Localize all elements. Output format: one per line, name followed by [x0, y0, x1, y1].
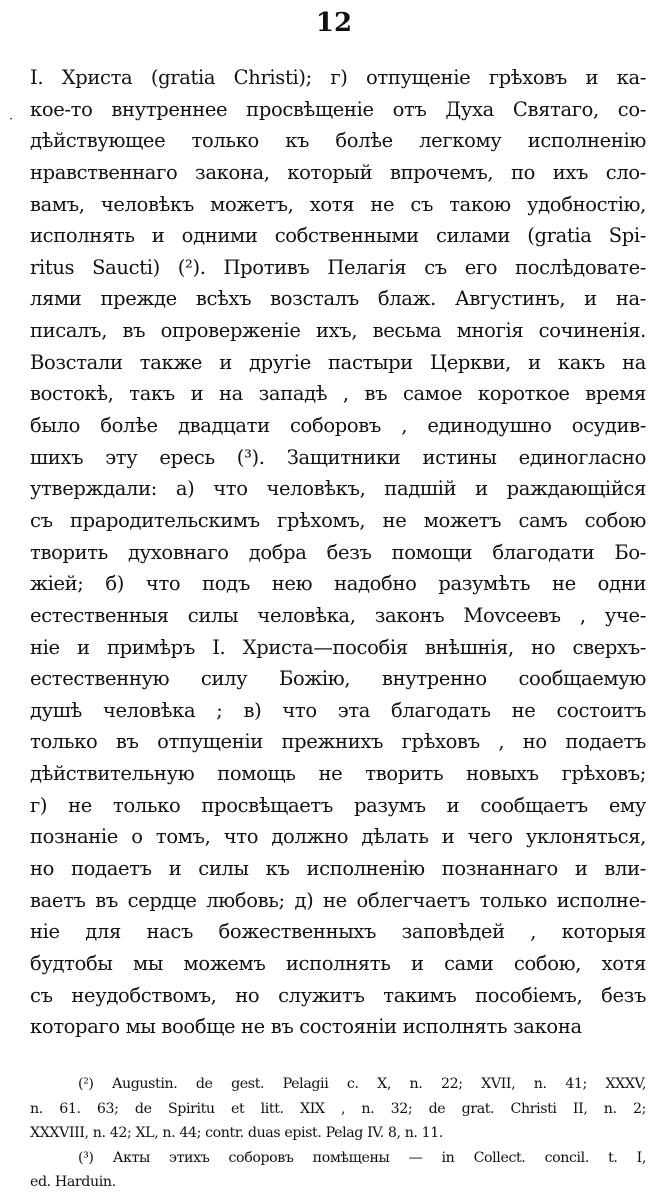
text-line: съ неудобствомъ, но служитъ такимъ пособіемъ, безъ [30, 983, 646, 1007]
text-line: дѣйствительную помощь не творить новыхъ грѣховъ; [30, 762, 646, 786]
text-line: ніе для насъ божественныхъ заповѣдей , которыя [30, 920, 646, 944]
text-line: ваетъ въ сердце любовь; д) не облегчаетъ только исполне- [30, 888, 646, 912]
text-line: исполнять и одними собственными силами (gratia Spi- [30, 224, 646, 248]
text-line: г) не только просвѣщаетъ разумъ и сообщаетъ ему [30, 793, 646, 817]
footnotes [30, 1072, 646, 1195]
text-line: жіей; б) что подъ нею надобно разумѣть не одни [30, 572, 646, 596]
text-line: котораго мы вообще не въ состояніи исполнять закона [30, 1015, 582, 1039]
text-line: ritus Saucti) (²). Противъ Пелагія съ его послѣдовате- [30, 255, 646, 279]
footnote-2-line: (²) Augustin. de gest. Pelagii c. X, n. 22; XVII, n. 41; XXXV, [78, 1076, 646, 1092]
text-line: было болѣе двадцати соборовъ , единодушно осудив- [30, 414, 646, 438]
text-line: вамъ, человѣкъ можетъ, хотя не съ такою удобностію, [30, 192, 646, 216]
text-line: естественную силу Божію, внутренно сообщаемую [30, 667, 646, 691]
text-line: съ прародительскимъ грѣхомъ, не можетъ самъ собою [30, 508, 646, 532]
footnote-2-line: XXXVIII, n. 42; XL, n. 44; contr. duas epist. Pelag IV. 8, n. 11. [30, 1125, 444, 1142]
text-line: Возстали также и другіе пастыри Церкви, и какъ на [30, 350, 646, 374]
page-number: 12 [315, 8, 353, 38]
text-line: утверждали: а) что человѣкъ, падшій и раждающійся [30, 477, 646, 501]
text-line: познаніе о томъ, что должно дѣлать и чего уклоняться, [30, 825, 646, 849]
footnote-2-line: n. 61. 63; de Spiritu et litt. XIX , n. 32; de grat. Christi II, n. 2; [30, 1100, 646, 1117]
text-line: писалъ, въ опроверженіе ихъ, весьма многія сочиненія. [30, 319, 646, 343]
text-line: будтобы мы можемъ исполнять и сами собою, хотя [30, 951, 646, 975]
text-line: I. Христа (gratia Christi); г) отпущеніе грѣховъ и ка- [30, 66, 646, 89]
margin-mark: · [9, 112, 13, 126]
text-line: лями прежде всѣхъ возсталъ блаж. Августинъ, и на- [30, 287, 646, 311]
text-line: востокѣ, такъ и на западѣ , въ самое короткое время [30, 382, 646, 406]
text-line: естественныя силы человѣка, законъ Моvсеевъ , уче- [30, 603, 646, 627]
text-line: дѣйствующее только къ болѣе легкому исполненію [30, 129, 646, 153]
text-line: кое-то внутреннее просвѣщеніе отъ Духа Святаго, со- [30, 97, 646, 121]
text-line: творить духовнаго добра безъ помощи благодати Бо- [30, 540, 646, 564]
text-line: шихъ эту ересь (³). Защитники истины единогласно [30, 445, 646, 469]
text-line: душѣ человѣка ; в) что эта благодать не состоитъ [30, 698, 646, 722]
footnote-3-line: ed. Harduin. [30, 1174, 116, 1191]
text-line: только въ отпущеніи прежнихъ грѣховъ , но подаетъ [30, 730, 646, 754]
text-line: но подаетъ и силы къ исполненію познаннаго и вли- [30, 857, 646, 881]
text-line: нравственнаго закона, который впрочемъ, по ихъ сло- [30, 160, 646, 184]
footnote-3-line: (³) Акты этихъ соборовъ помѣщены — in Collect. concil. t. I, [78, 1149, 646, 1166]
body-text [30, 62, 646, 1043]
text-line: ніе и примѣръ I. Христа—пособія внѣшнія, но сверхъ- [30, 635, 646, 659]
